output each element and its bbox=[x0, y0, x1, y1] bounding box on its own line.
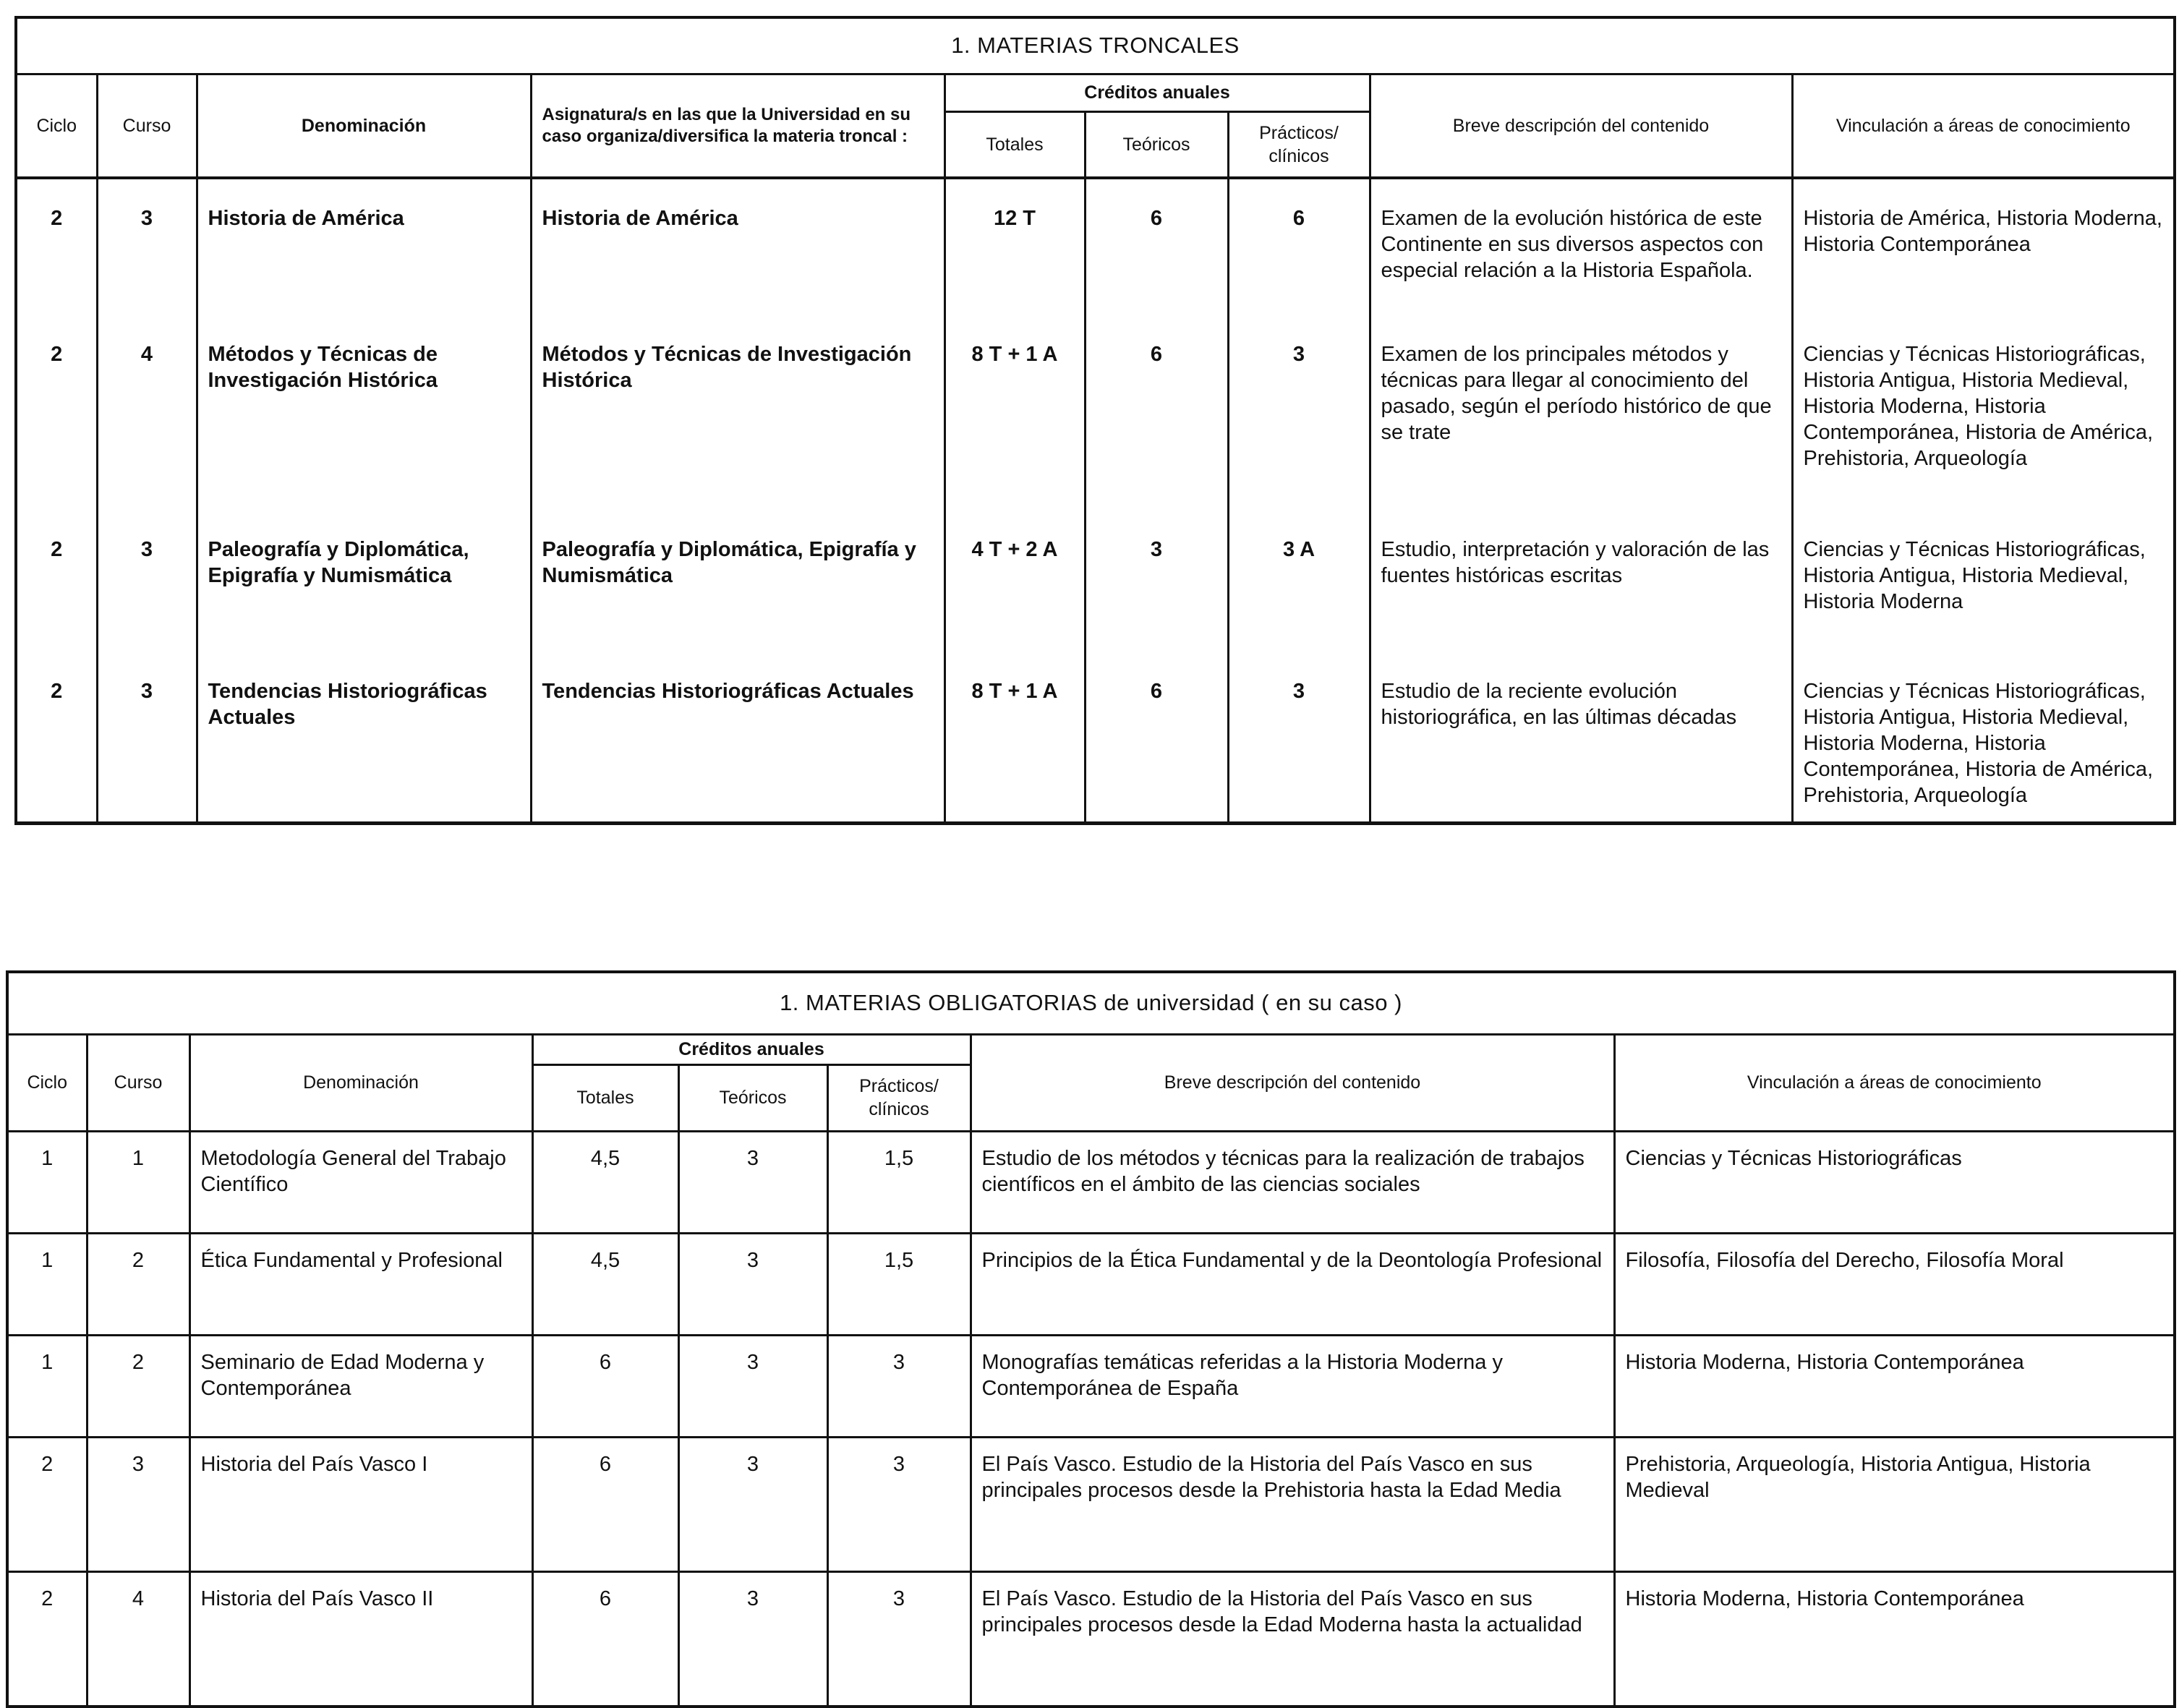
ciclo-cell: 2 bbox=[7, 1437, 87, 1571]
practicos-cell: 3 A bbox=[1228, 511, 1370, 652]
header-teoricos: Teóricos bbox=[678, 1064, 827, 1131]
curso-cell: 3 bbox=[97, 178, 197, 315]
obligatorias-table bbox=[6, 970, 2176, 1708]
teoricos-cell: 6 bbox=[1085, 315, 1228, 511]
header-practicos: Prácticos/ clínicos bbox=[1228, 111, 1370, 178]
header-vinculacion: Vinculación a áreas de conocimiento bbox=[1792, 74, 2175, 178]
troncales-title: 1. MATERIAS TRONCALES bbox=[16, 17, 2175, 74]
header-denominacion: Denominación bbox=[197, 74, 531, 178]
teoricos-cell: 6 bbox=[1085, 178, 1228, 315]
ciclo-cell: 2 bbox=[16, 178, 97, 315]
teoricos-cell: 3 bbox=[678, 1571, 827, 1707]
practicos-cell: 1,5 bbox=[827, 1131, 971, 1233]
curso-cell: 3 bbox=[87, 1437, 189, 1571]
practicos-cell: 3 bbox=[1228, 652, 1370, 823]
table-row bbox=[16, 511, 2175, 652]
curso-cell: 2 bbox=[87, 1233, 189, 1335]
obligatorias-title: 1. MATERIAS OBLIGATORIAS de universidad ( en su caso ) bbox=[7, 972, 2175, 1034]
table-row bbox=[7, 1571, 2175, 1707]
asignatura-cell: Historia de América bbox=[531, 178, 944, 315]
totales-cell: 4,5 bbox=[532, 1131, 678, 1233]
header-vinculacion: Vinculación a áreas de conocimiento bbox=[1614, 1034, 2175, 1131]
practicos-cell: 1,5 bbox=[827, 1233, 971, 1335]
vinculacion-cell: Historia de América, Historia Moderna, Historia Contemporánea bbox=[1792, 178, 2175, 315]
vinculacion-cell: Ciencias y Técnicas Historiográficas, Historia Antigua, Historia Medieval, Historia Moderna, Historia Contemporánea, Historia de América, Prehistoria, Arqueología bbox=[1792, 652, 2175, 823]
vinculacion-cell: Filosofía, Filosofía del Derecho, Filosofía Moral bbox=[1614, 1233, 2175, 1335]
totales-cell: 12 T bbox=[944, 178, 1085, 315]
ciclo-cell: 1 bbox=[7, 1131, 87, 1233]
practicos-cell: 3 bbox=[827, 1437, 971, 1571]
totales-cell: 6 bbox=[532, 1437, 678, 1571]
descripcion-cell: Estudio de los métodos y técnicas para la realización de trabajos científicos en el ámbito de las ciencias sociales bbox=[971, 1131, 1614, 1233]
table-row bbox=[7, 1335, 2175, 1437]
ciclo-cell: 2 bbox=[16, 315, 97, 511]
header-descripcion: Breve descripción del contenido bbox=[971, 1034, 1614, 1131]
table-row bbox=[7, 1131, 2175, 1233]
descripcion-cell: Estudio, interpretación y valoración de las fuentes históricas escritas bbox=[1370, 511, 1792, 652]
table-row bbox=[7, 1437, 2175, 1571]
header-ciclo: Ciclo bbox=[7, 1034, 87, 1131]
asignatura-cell: Métodos y Técnicas de Investigación Histórica bbox=[531, 315, 944, 511]
curso-cell: 3 bbox=[97, 652, 197, 823]
teoricos-cell: 3 bbox=[678, 1131, 827, 1233]
descripcion-cell: Monografías temáticas referidas a la Historia Moderna y Contemporánea de España bbox=[971, 1335, 1614, 1437]
header-curso: Curso bbox=[97, 74, 197, 178]
totales-cell: 4,5 bbox=[532, 1233, 678, 1335]
header-descripcion: Breve descripción del contenido bbox=[1370, 74, 1792, 178]
denominacion-cell: Metodología General del Trabajo Científico bbox=[189, 1131, 532, 1233]
denominacion-cell: Historia del País Vasco I bbox=[189, 1437, 532, 1571]
totales-cell: 8 T + 1 A bbox=[944, 315, 1085, 511]
curso-cell: 4 bbox=[87, 1571, 189, 1707]
curso-cell: 4 bbox=[97, 315, 197, 511]
troncales-table bbox=[14, 16, 2176, 825]
practicos-cell: 3 bbox=[1228, 315, 1370, 511]
ciclo-cell: 2 bbox=[16, 511, 97, 652]
totales-cell: 4 T + 2 A bbox=[944, 511, 1085, 652]
teoricos-cell: 3 bbox=[1085, 511, 1228, 652]
header-asignatura: Asignatura/s en las que la Universidad en su caso organiza/diversifica la materia troncal : bbox=[531, 74, 944, 178]
teoricos-cell: 3 bbox=[678, 1233, 827, 1335]
denominacion-cell: Métodos y Técnicas de Investigación Histórica bbox=[197, 315, 531, 511]
vinculacion-cell: Ciencias y Técnicas Historiográficas, Historia Antigua, Historia Medieval, Historia Moderna, Historia Contemporánea, Historia de América, Prehistoria, Arqueología bbox=[1792, 315, 2175, 511]
totales-cell: 8 T + 1 A bbox=[944, 652, 1085, 823]
descripcion-cell: Estudio de la reciente evolución historiográfica, en las últimas décadas bbox=[1370, 652, 1792, 823]
practicos-cell: 6 bbox=[1228, 178, 1370, 315]
curso-cell: 2 bbox=[87, 1335, 189, 1437]
denominacion-cell: Historia de América bbox=[197, 178, 531, 315]
header-creditos-anuales: Créditos anuales bbox=[532, 1034, 971, 1064]
curso-cell: 3 bbox=[97, 511, 197, 652]
table-row bbox=[16, 652, 2175, 823]
totales-cell: 6 bbox=[532, 1335, 678, 1437]
denominacion-cell: Ética Fundamental y Profesional bbox=[189, 1233, 532, 1335]
descripcion-cell: El País Vasco. Estudio de la Historia del País Vasco en sus principales procesos desde la Edad Moderna hasta la actualidad bbox=[971, 1571, 1614, 1707]
curso-cell: 1 bbox=[87, 1131, 189, 1233]
descripcion-cell: Examen de la evolución histórica de este Continente en sus diversos aspectos con especial relación a la Historia Española. bbox=[1370, 178, 1792, 315]
descripcion-cell: El País Vasco. Estudio de la Historia del País Vasco en sus principales procesos desde la Prehistoria hasta la Edad Media bbox=[971, 1437, 1614, 1571]
vinculacion-cell: Ciencias y Técnicas Historiográficas bbox=[1614, 1131, 2175, 1233]
header-creditos-anuales: Créditos anuales bbox=[944, 74, 1370, 111]
table-row bbox=[7, 1233, 2175, 1335]
header-totales: Totales bbox=[944, 111, 1085, 178]
practicos-cell: 3 bbox=[827, 1571, 971, 1707]
denominacion-cell: Historia del País Vasco II bbox=[189, 1571, 532, 1707]
asignatura-cell: Tendencias Historiográficas Actuales bbox=[531, 652, 944, 823]
ciclo-cell: 2 bbox=[16, 652, 97, 823]
vinculacion-cell: Historia Moderna, Historia Contemporánea bbox=[1614, 1571, 2175, 1707]
totales-cell: 6 bbox=[532, 1571, 678, 1707]
header-curso: Curso bbox=[87, 1034, 189, 1131]
teoricos-cell: 6 bbox=[1085, 652, 1228, 823]
ciclo-cell: 1 bbox=[7, 1233, 87, 1335]
table-row bbox=[16, 178, 2175, 315]
header-denominacion: Denominación bbox=[189, 1034, 532, 1131]
descripcion-cell: Principios de la Ética Fundamental y de la Deontología Profesional bbox=[971, 1233, 1614, 1335]
practicos-cell: 3 bbox=[827, 1335, 971, 1437]
descripcion-cell: Examen de los principales métodos y técnicas para llegar al conocimiento del pasado, según el período histórico de que se trate bbox=[1370, 315, 1792, 511]
vinculacion-cell: Prehistoria, Arqueología, Historia Antigua, Historia Medieval bbox=[1614, 1437, 2175, 1571]
table-row bbox=[16, 315, 2175, 511]
denominacion-cell: Paleografía y Diplomática, Epigrafía y Numismática bbox=[197, 511, 531, 652]
denominacion-cell: Seminario de Edad Moderna y Contemporánea bbox=[189, 1335, 532, 1437]
header-totales: Totales bbox=[532, 1064, 678, 1131]
ciclo-cell: 2 bbox=[7, 1571, 87, 1707]
teoricos-cell: 3 bbox=[678, 1335, 827, 1437]
vinculacion-cell: Ciencias y Técnicas Historiográficas, Historia Antigua, Historia Medieval, Historia Moderna bbox=[1792, 511, 2175, 652]
ciclo-cell: 1 bbox=[7, 1335, 87, 1437]
denominacion-cell: Tendencias Historiográficas Actuales bbox=[197, 652, 531, 823]
header-ciclo: Ciclo bbox=[16, 74, 97, 178]
header-teoricos: Teóricos bbox=[1085, 111, 1228, 178]
teoricos-cell: 3 bbox=[678, 1437, 827, 1571]
vinculacion-cell: Historia Moderna, Historia Contemporánea bbox=[1614, 1335, 2175, 1437]
asignatura-cell: Paleografía y Diplomática, Epigrafía y Numismática bbox=[531, 511, 944, 652]
header-practicos: Prácticos/ clínicos bbox=[827, 1064, 971, 1131]
